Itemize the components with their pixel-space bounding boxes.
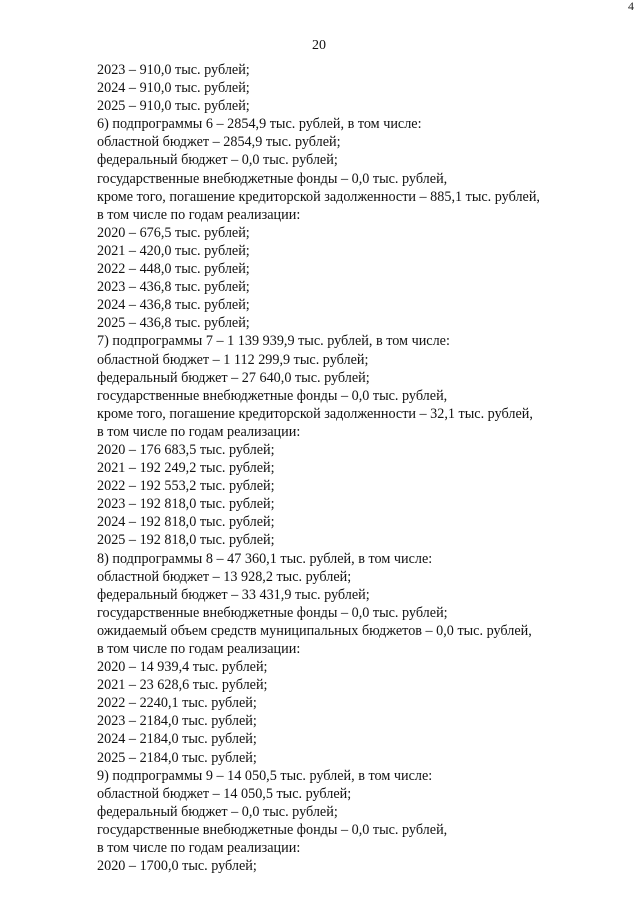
text-line: федеральный бюджет – 33 431,9 тыс. рублей;	[97, 586, 370, 603]
text-line: 2023 – 910,0 тыс. рублей;	[97, 62, 250, 78]
text-line: 2022 – 448,0 тыс. рублей;	[97, 261, 250, 278]
text-line: федеральный бюджет – 0,0 тыс. рублей;	[97, 152, 338, 169]
text-line: 2021 – 420,0 тыс. рублей;	[97, 242, 250, 259]
text-line: в том числе по годам реализации:	[97, 840, 301, 857]
text-line: государственные внебюджетные фонды – 0,0 тыс. рублей;	[97, 604, 448, 621]
text-line: государственные внебюджетные фонды – 0,0 тыс. рублей,	[97, 170, 448, 187]
text-line: 2022 – 2240,1 тыс. рублей;	[97, 695, 257, 712]
text-line: 2025 – 2184,0 тыс. рублей;	[97, 749, 257, 766]
page-number: 20	[312, 38, 326, 53]
text-line: 2023 – 192 818,0 тыс. рублей;	[97, 496, 275, 513]
text-line: 2023 – 436,8 тыс. рублей;	[97, 279, 250, 296]
text-line: 2024 – 910,0 тыс. рублей;	[97, 80, 250, 97]
text-line: 2022 – 192 553,2 тыс. рублей;	[97, 478, 275, 495]
document-body	[97, 61, 597, 875]
text-line: 2025 – 436,8 тыс. рублей;	[97, 315, 250, 332]
text-line: 2020 – 676,5 тыс. рублей;	[97, 224, 250, 241]
text-line: кроме того, погашение кредиторской задолженности – 885,1 тыс. рублей,	[97, 188, 540, 205]
text-line: федеральный бюджет – 0,0 тыс. рублей;	[97, 803, 338, 820]
text-line: 6) подпрограммы 6 – 2854,9 тыс. рублей, в том числе:	[97, 116, 422, 133]
text-line: государственные внебюджетные фонды – 0,0 тыс. рублей,	[97, 387, 448, 404]
text-line: 7) подпрограммы 7 – 1 139 939,9 тыс. рублей, в том числе:	[97, 333, 450, 350]
text-line: 2023 – 2184,0 тыс. рублей;	[97, 713, 257, 730]
text-line: областной бюджет – 13 928,2 тыс. рублей;	[97, 568, 352, 585]
text-line: 2025 – 192 818,0 тыс. рублей;	[97, 532, 275, 549]
text-line: федеральный бюджет – 27 640,0 тыс. рублей;	[97, 369, 370, 386]
text-line: в том числе по годам реализации:	[97, 423, 301, 440]
text-line: 2020 – 1700,0 тыс. рублей;	[97, 858, 257, 875]
text-line: в том числе по годам реализации:	[97, 206, 301, 223]
text-line: областной бюджет – 14 050,5 тыс. рублей;	[97, 785, 352, 802]
text-line: 2021 – 192 249,2 тыс. рублей;	[97, 460, 275, 477]
text-line: 8) подпрограммы 8 – 47 360,1 тыс. рублей, в том числе:	[97, 550, 433, 567]
text-line: 2024 – 2184,0 тыс. рублей;	[97, 731, 257, 748]
text-line: областной бюджет – 1 112 299,9 тыс. рублей;	[97, 351, 369, 368]
text-line: 2020 – 14 939,4 тыс. рублей;	[97, 659, 268, 676]
text-line: ожидаемый объем средств муниципальных бюджетов – 0,0 тыс. рублей,	[97, 622, 532, 639]
text-line: кроме того, погашение кредиторской задолженности – 32,1 тыс. рублей,	[97, 405, 533, 422]
text-line: 9) подпрограммы 9 – 14 050,5 тыс. рублей, в том числе:	[97, 767, 433, 784]
text-line: 2020 – 176 683,5 тыс. рублей;	[97, 441, 275, 458]
text-line: 2021 – 23 628,6 тыс. рублей;	[97, 677, 268, 694]
text-line: областной бюджет – 2854,9 тыс. рублей;	[97, 134, 341, 151]
text-line: 2024 – 192 818,0 тыс. рублей;	[97, 514, 275, 531]
text-line: 2025 – 910,0 тыс. рублей;	[97, 98, 250, 115]
text-line: в том числе по годам реализации:	[97, 641, 301, 657]
corner-mark: 4	[628, 0, 634, 13]
text-line: государственные внебюджетные фонды – 0,0 тыс. рублей,	[97, 821, 448, 838]
text-line: 2024 – 436,8 тыс. рублей;	[97, 297, 250, 314]
